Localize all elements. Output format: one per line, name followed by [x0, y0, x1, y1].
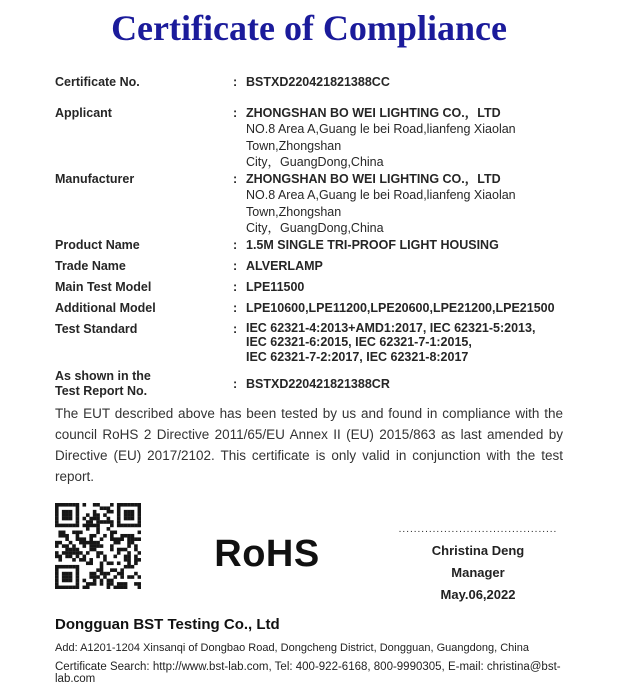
field-label: Additional Model — [55, 300, 156, 315]
field-product-name — [55, 237, 618, 254]
field-separator: : — [233, 105, 238, 120]
test-standard-line3: IEC 62321-7-2:2017, IEC 62321-8:2017 — [246, 349, 469, 364]
field-separator: : — [233, 258, 238, 273]
field-separator: : — [233, 321, 238, 336]
test-standard-line2: IEC 62321-6:2015, IEC 62321-7-1:2015, — [246, 335, 472, 349]
rohs-mark: RoHS — [214, 533, 320, 575]
applicant-address-line2: City，GuangDong,China — [246, 155, 384, 169]
issue-date: May.06,2022 — [440, 587, 516, 602]
field-value: BSTXD220421821388CR — [246, 376, 390, 391]
field-value — [246, 105, 576, 171]
signer-title: Manager — [451, 565, 505, 580]
field-value: LPE11500 — [246, 279, 305, 294]
certificate-search-line — [55, 661, 588, 685]
field-separator: : — [233, 75, 238, 89]
lab-address: Add: A1201-1204 Xinsanqi of Dongbao Road, Dongcheng District, Dongguan, Guangdong, China — [55, 642, 529, 654]
test-report-label-line1: As shown in the — [55, 369, 151, 383]
field-additional-model — [55, 300, 618, 317]
field-value — [246, 321, 535, 365]
field-value: 1.5M SINGLE TRI-PROOF LIGHT HOUSING — [246, 237, 499, 252]
field-separator: : — [233, 171, 238, 186]
footer — [55, 616, 588, 685]
certificate-search-value: http://www.bst-lab.com, Tel: 400-922-6168, 800-9990305, E-mail: christina@bst-lab.com — [55, 661, 561, 685]
field-label: Product Name — [55, 237, 140, 252]
field-separator: : — [233, 300, 238, 315]
applicant-address-line1: NO.8 Area A,Guang le bei Road,lianfeng Xiaolan Town,Zhongshan — [246, 122, 516, 153]
field-separator: : — [233, 279, 238, 294]
compliance-statement: The EUT described above has been tested by us and found in compliance with the council RoHS 2 Directive 2011/65/EU Annex II (EU) 2015/863 as last amended by Directive (EU) 2017/2102. This certificate is only valid in conjunction with the test report. — [55, 406, 563, 484]
certificate-fields — [0, 50, 618, 399]
field-main-test-model — [55, 279, 618, 296]
field-value — [246, 171, 576, 237]
field-certificate-no — [55, 74, 618, 91]
applicant-company: ZHONGSHAN BO WEI LIGHTING CO.，LTD — [246, 105, 501, 120]
signature-block — [393, 503, 563, 602]
certificate-search-label: Certificate Search: — [55, 661, 150, 673]
field-value: ALVERLAMP — [246, 258, 323, 273]
field-trade-name — [55, 258, 618, 275]
qr-code — [55, 503, 141, 589]
field-separator: : — [233, 376, 238, 391]
field-applicant — [55, 105, 618, 171]
field-test-report-no — [55, 369, 618, 399]
field-label: Applicant — [55, 105, 112, 120]
test-report-label-line2: Test Report No. — [55, 384, 148, 398]
certificate-title: Certificate of Compliance — [111, 8, 507, 48]
signature-line: .......................................... — [398, 525, 558, 535]
field-label: Test Standard — [55, 321, 138, 336]
field-test-standard — [55, 321, 618, 365]
manufacturer-address-line2: City，GuangDong,China — [246, 221, 384, 235]
field-value: BSTXD220421821388CC — [246, 75, 390, 89]
field-label: Trade Name — [55, 258, 126, 273]
manufacturer-company: ZHONGSHAN BO WEI LIGHTING CO.，LTD — [246, 171, 501, 186]
field-label: Main Test Model — [55, 279, 152, 294]
field-label: Certificate No. — [55, 75, 140, 89]
manufacturer-address-line1: NO.8 Area A,Guang le bei Road,lianfeng Xiaolan Town,Zhongshan — [246, 188, 516, 219]
field-separator: : — [233, 237, 238, 252]
field-label — [55, 369, 233, 399]
test-standard-line1: IEC 62321-4:2013+AMD1:2017, IEC 62321-5:2013, — [246, 320, 536, 335]
field-value: LPE10600,LPE11200,LPE20600,LPE21200,LPE21500 — [246, 300, 555, 315]
field-label: Manufacturer — [55, 171, 135, 186]
lab-company-name: Dongguan BST Testing Co., Ltd — [55, 616, 280, 633]
field-manufacturer — [55, 171, 618, 237]
signer-name: Christina Deng — [431, 543, 525, 558]
seal-row — [55, 503, 563, 602]
